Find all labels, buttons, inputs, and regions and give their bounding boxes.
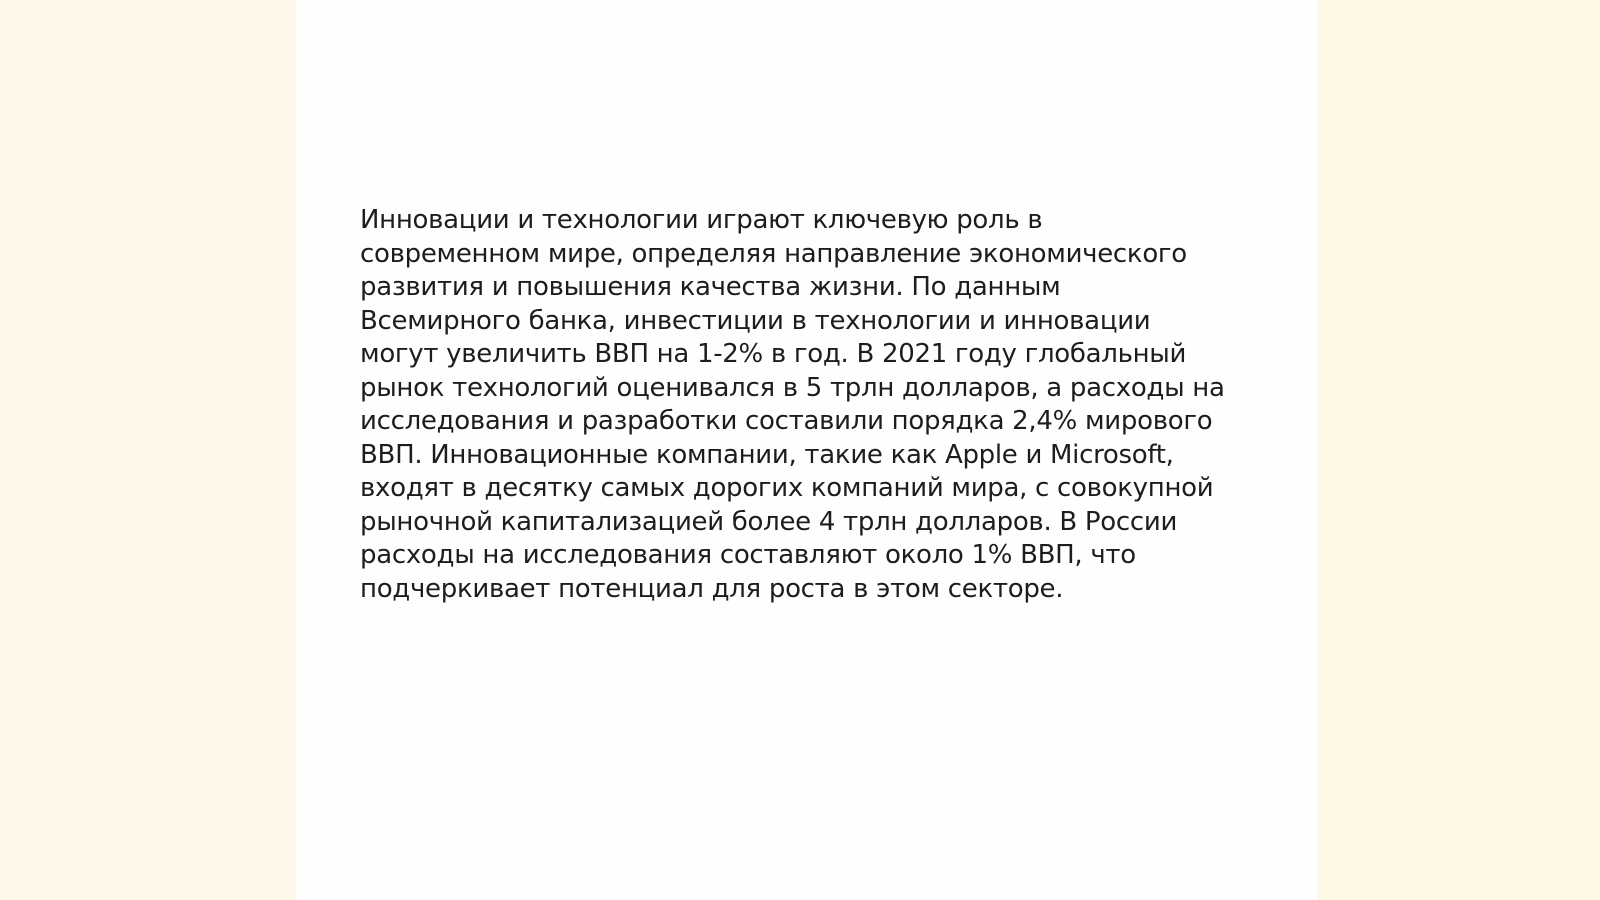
slide-page [296,0,1318,900]
body-paragraph [360,204,1240,606]
paragraph-line: входят в десятку самых дорогих компаний мира, с совокупной [360,473,1214,503]
paragraph-line: развития и повышения качества жизни. По данным [360,272,1061,302]
paragraph-line: Инновации и технологии играют ключевую роль в [360,205,1043,235]
paragraph-line: исследования и разработки составили порядка 2,4% мирового [360,406,1213,436]
left-margin-panel [0,0,296,900]
paragraph-line: ВВП. Инновационные компании, такие как Apple и Microsoft, [360,439,1174,470]
paragraph-line: могут увеличить ВВП на 1-2% в год. В 2021 году глобальный [360,339,1187,369]
paragraph-line: расходы на исследования составляют около 1% ВВП, что [360,540,1136,570]
paragraph-line: современном мире, определяя направление экономического [360,238,1187,269]
right-margin-panel [1318,0,1600,900]
paragraph-line: подчеркивает потенциал для роста в этом секторе. [360,573,1064,604]
paragraph-line: рынок технологий оценивался в 5 трлн долларов, а расходы на [360,372,1225,403]
paragraph-line: Всемирного банка, инвестиции в технологии и инновации [360,305,1151,336]
paragraph-line: рыночной капитализацией более 4 трлн долларов. В России [360,506,1178,537]
